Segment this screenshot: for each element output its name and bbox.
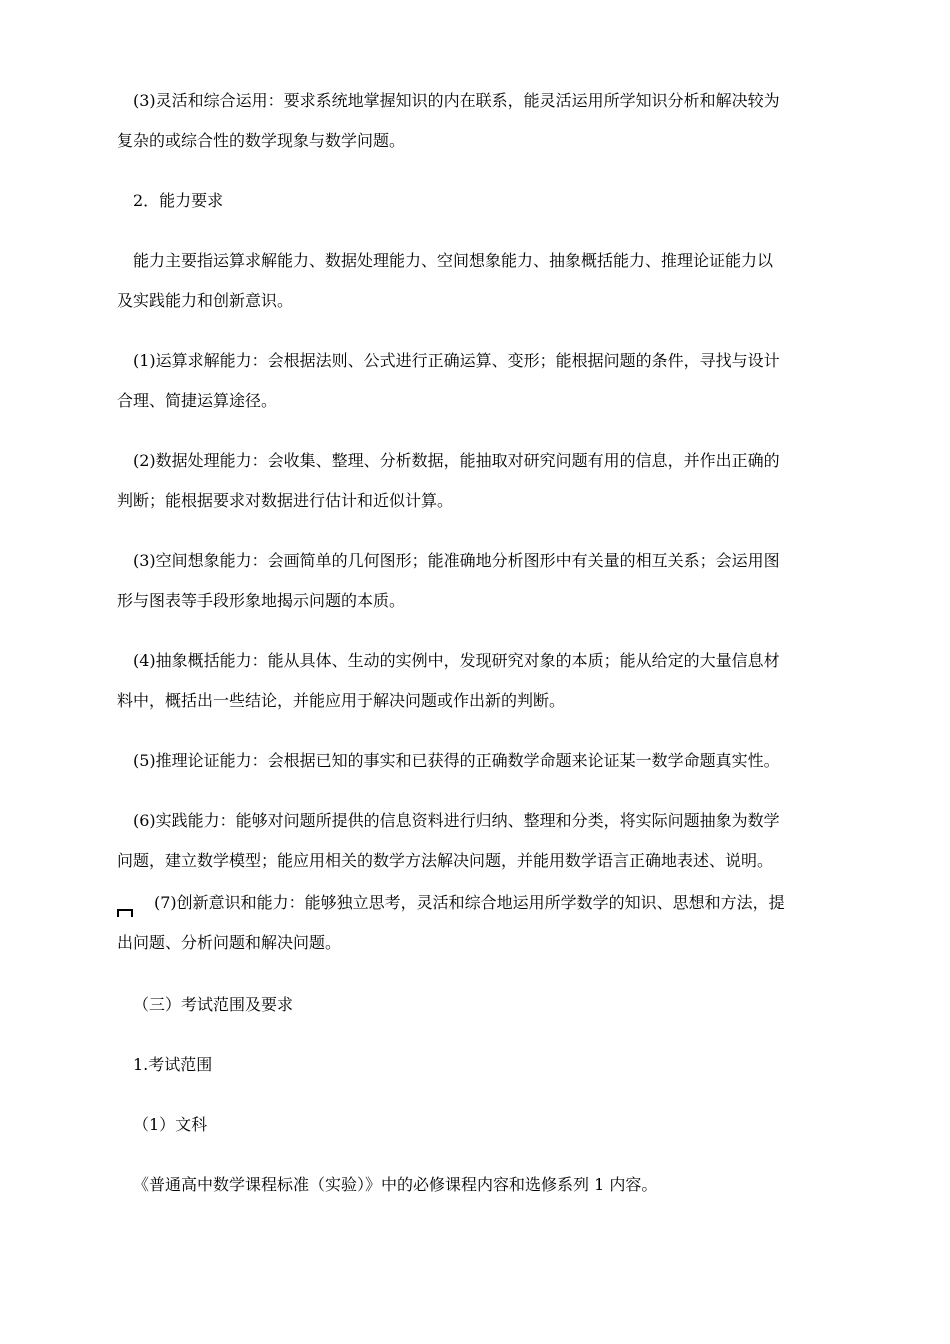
bracket-mark-icon	[117, 909, 133, 919]
para-ability-overview-line1: 能力主要指运算求解能力、数据处理能力、空间想象能力、抽象概括能力、推理论证能力以	[133, 251, 774, 270]
para-ability-overview-line2: 及实践能力和创新意识。	[117, 291, 294, 310]
para-innovation-line1: (7)创新意识和能力：能够独立思考，灵活和综合地运用所学数学的知识、思想和方法，提	[154, 893, 785, 912]
para-flexible-use-line1: (3)灵活和综合运用：要求系统地掌握知识的内在联系，能灵活运用所学知识分析和解决较为	[133, 91, 780, 110]
para-practice-line1: (6)实践能力：能够对问题所提供的信息资料进行归纳、整理和分类，将实际问题抽象为数学	[133, 811, 780, 830]
para-calculation-line1: (1)运算求解能力：会根据法则、公式进行正确运算、变形；能根据问题的条件，寻找与设计	[133, 351, 780, 370]
para-abstraction-line2: 料中，概括出一些结论，并能应用于解决问题或作出新的判断。	[117, 691, 566, 710]
heading-ability-requirements: 2．能力要求	[133, 191, 224, 210]
para-spatial-line2: 形与图表等手段形象地揭示问题的本质。	[117, 591, 406, 610]
para-flexible-use-line2: 复杂的或综合性的数学现象与数学问题。	[117, 131, 406, 150]
para-abstraction-line1: (4)抽象概括能力：能从具体、生动的实例中，发现研究对象的本质；能从给定的大量信息材	[133, 651, 780, 670]
heading-arts: （1）文科	[133, 1115, 208, 1134]
para-data-processing-line1: (2)数据处理能力：会收集、整理、分析数据，能抽取对研究问题有用的信息，并作出正确的	[133, 451, 780, 470]
para-practice-line2: 问题，建立数学模型；能应用相关的数学方法解决问题，并能用数学语言正确地表述、说明。	[117, 851, 774, 870]
heading-exam-scope: （三）考试范围及要求	[133, 995, 294, 1014]
heading-exam-range: 1.考试范围	[133, 1055, 213, 1074]
para-data-processing-line2: 判断；能根据要求对数据进行估计和近似计算。	[117, 491, 454, 510]
para-spatial-line1: (3)空间想象能力：会画简单的几何图形；能准确地分析图形中有关量的相互关系；会运用图	[133, 551, 780, 570]
para-reasoning-line1: (5)推理论证能力：会根据已知的事实和已获得的正确数学命题来论证某一数学命题真实性。	[133, 751, 780, 770]
para-arts-content: 《普通高中数学课程标准（实验）》中的必修课程内容和选修系列 1 内容。	[133, 1175, 658, 1194]
para-innovation-line2: 出问题、分析问题和解决问题。	[117, 933, 342, 952]
para-calculation-line2: 合理、简捷运算途径。	[117, 391, 278, 410]
